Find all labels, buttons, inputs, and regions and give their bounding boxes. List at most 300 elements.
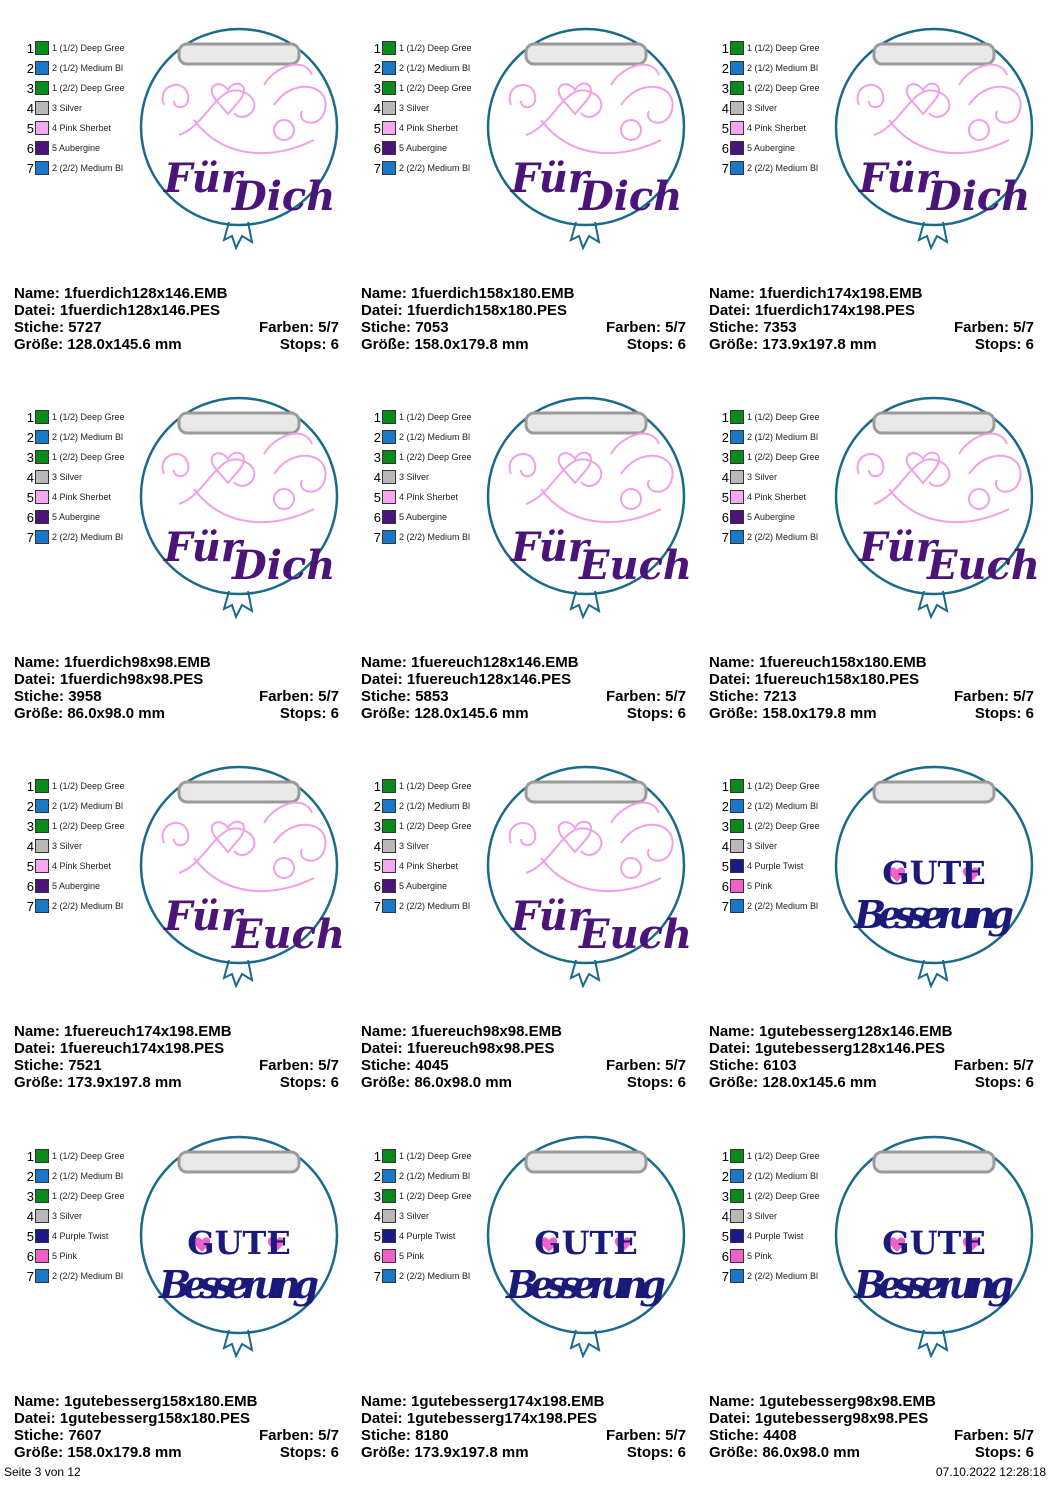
color-name: 1 (2/2) Deep Gree — [52, 821, 125, 831]
color-name: 1 (2/2) Deep Gree — [399, 821, 472, 831]
color-swatch — [730, 1149, 744, 1163]
color-name: 4 Pink Sherbet — [52, 492, 112, 502]
design-preview-area — [124, 748, 354, 988]
color-name: 2 (1/2) Medium Bl — [399, 801, 471, 811]
color-swatch — [730, 61, 744, 75]
color-name: 4 Pink Sherbet — [399, 492, 459, 502]
file-datei: 1fuerdich128x146.PES — [59, 302, 220, 319]
datei-label: Datei: — [709, 1040, 751, 1057]
design-card — [14, 748, 354, 1108]
design-info — [709, 1393, 1034, 1461]
stiche-label: Stiche: — [361, 319, 412, 336]
color-row — [20, 98, 140, 118]
color-name: 5 Aubergine — [52, 881, 101, 891]
print-timestamp: 07.10.2022 12:28:18 — [935, 1465, 1046, 1479]
color-row — [715, 407, 835, 427]
stop-count: 6 — [1025, 705, 1034, 722]
color-row — [20, 407, 140, 427]
stiche-row — [709, 1427, 797, 1444]
color-index: 4 — [721, 1208, 729, 1224]
color-swatch — [382, 430, 396, 444]
design-preview-area — [471, 748, 701, 988]
color-row — [367, 816, 487, 836]
hanging-slot — [526, 1152, 646, 1172]
color-swatch — [730, 161, 744, 175]
file-name: 1fuereuch174x198.EMB — [64, 1023, 232, 1040]
color-row — [367, 896, 487, 916]
name-label: Name: — [709, 654, 755, 671]
stitch-count: 5727 — [68, 319, 102, 336]
color-index: 4 — [373, 100, 381, 116]
datei-label: Datei: — [361, 671, 403, 688]
color-index: 5 — [721, 489, 729, 505]
color-row — [715, 776, 835, 796]
design-card — [709, 1118, 1049, 1478]
hanging-slot — [874, 44, 994, 64]
stitch-count: 8180 — [415, 1427, 449, 1444]
groesse-label: Größe: — [361, 705, 411, 722]
color-row — [367, 1146, 487, 1166]
color-swatch — [35, 1189, 49, 1203]
color-row — [715, 1206, 835, 1226]
name-label: Name: — [709, 285, 755, 302]
stiche-row — [14, 1427, 102, 1444]
groesse-label: Größe: — [361, 1444, 411, 1461]
color-row — [20, 427, 140, 447]
color-swatch — [730, 530, 744, 544]
color-row — [367, 447, 487, 467]
color-name: 3 Silver — [399, 841, 430, 851]
color-index: 3 — [721, 80, 729, 96]
color-index: 7 — [373, 898, 381, 914]
color-name: 2 (2/2) Medium Bl — [747, 163, 819, 173]
color-name: 5 Aubergine — [399, 881, 448, 891]
color-index: 4 — [26, 1208, 34, 1224]
color-index: 4 — [26, 469, 34, 485]
farben-row — [259, 1057, 339, 1074]
color-index: 1 — [721, 778, 729, 794]
stops-label: Stops: — [279, 336, 327, 353]
stitch-count: 7521 — [68, 1057, 102, 1074]
stitch-count: 4408 — [763, 1427, 797, 1444]
groesse-label: Größe: — [361, 336, 411, 353]
color-index: 3 — [721, 1188, 729, 1204]
color-index: 5 — [373, 120, 381, 136]
color-row — [715, 38, 835, 58]
color-row — [20, 1146, 140, 1166]
color-index: 3 — [26, 80, 34, 96]
color-row — [715, 487, 835, 507]
color-name: 4 Purple Twist — [747, 1231, 804, 1241]
color-index: 5 — [373, 489, 381, 505]
color-list — [715, 38, 835, 178]
color-index: 6 — [373, 140, 381, 156]
stops-row — [627, 1074, 686, 1091]
color-swatch — [35, 81, 49, 95]
color-swatch — [730, 450, 744, 464]
color-swatch — [730, 510, 744, 524]
design-preview — [471, 748, 701, 988]
datei-row — [709, 302, 915, 319]
color-row — [715, 1266, 835, 1286]
datei-row — [361, 671, 571, 688]
color-row — [715, 138, 835, 158]
color-list — [367, 38, 487, 178]
color-row — [20, 527, 140, 547]
design-size: 173.9x197.8 mm — [67, 1074, 182, 1091]
datei-row — [361, 1410, 597, 1427]
color-swatch — [730, 819, 744, 833]
stitch-count: 7607 — [68, 1427, 102, 1444]
color-index: 7 — [26, 160, 34, 176]
groesse-row — [14, 336, 182, 353]
color-index: 4 — [373, 838, 381, 854]
stiche-label: Stiche: — [14, 319, 65, 336]
color-swatch — [382, 1229, 396, 1243]
color-swatch — [730, 1229, 744, 1243]
design-size: 86.0x98.0 mm — [414, 1074, 512, 1091]
color-row — [367, 98, 487, 118]
design-preview-area — [124, 1118, 354, 1358]
color-name: 1 (2/2) Deep Gree — [747, 821, 820, 831]
color-row — [367, 467, 487, 487]
color-row — [367, 527, 487, 547]
design-card — [709, 10, 1049, 370]
color-index: 1 — [26, 40, 34, 56]
stiche-label: Stiche: — [709, 1427, 760, 1444]
file-name: 1fuerdich158x180.EMB — [411, 285, 575, 302]
hanging-slot — [179, 1152, 299, 1172]
color-swatch — [382, 1149, 396, 1163]
color-index: 4 — [373, 1208, 381, 1224]
color-row — [20, 1266, 140, 1286]
color-name: 5 Pink — [399, 1251, 425, 1261]
color-row — [20, 38, 140, 58]
color-swatch — [382, 81, 396, 95]
stiche-label: Stiche: — [361, 1057, 412, 1074]
color-swatch — [730, 430, 744, 444]
color-index: 2 — [26, 60, 34, 76]
color-index: 5 — [26, 1228, 34, 1244]
color-swatch — [35, 899, 49, 913]
color-name: 2 (2/2) Medium Bl — [52, 901, 124, 911]
color-row — [20, 58, 140, 78]
design-word-2: Besserung — [506, 1262, 666, 1307]
design-info — [14, 654, 339, 722]
color-swatch — [382, 1269, 396, 1283]
color-count: 5/7 — [1013, 688, 1034, 705]
groesse-row — [709, 1444, 860, 1461]
color-swatch — [35, 799, 49, 813]
color-name: 2 (1/2) Medium Bl — [399, 63, 471, 73]
design-preview — [819, 748, 1049, 988]
datei-row — [709, 671, 919, 688]
design-preview — [819, 10, 1049, 250]
color-index: 7 — [721, 160, 729, 176]
color-swatch — [382, 161, 396, 175]
design-size: 86.0x98.0 mm — [762, 1444, 860, 1461]
page-number: Seite 3 von 12 — [4, 1465, 81, 1479]
stops-row — [975, 1444, 1034, 1461]
name-row — [361, 654, 579, 671]
color-row — [367, 118, 487, 138]
design-preview-area — [819, 10, 1049, 250]
color-index: 6 — [721, 140, 729, 156]
datei-label: Datei: — [361, 302, 403, 319]
color-swatch — [382, 530, 396, 544]
color-list — [20, 407, 140, 547]
stops-row — [975, 1074, 1034, 1091]
color-name: 1 (1/2) Deep Gree — [52, 43, 125, 53]
design-info — [709, 654, 1034, 722]
color-swatch — [35, 859, 49, 873]
farben-row — [259, 319, 339, 336]
stiche-row — [361, 319, 449, 336]
color-row — [20, 467, 140, 487]
design-info — [14, 1393, 339, 1461]
color-name: 2 (1/2) Medium Bl — [52, 801, 124, 811]
design-word-1: GUTE — [882, 854, 986, 892]
color-name: 1 (2/2) Deep Gree — [747, 452, 820, 462]
farben-row — [954, 1057, 1034, 1074]
datei-row — [14, 1410, 250, 1427]
color-name: 1 (2/2) Deep Gree — [399, 1191, 472, 1201]
color-row — [20, 856, 140, 876]
design-card — [361, 10, 701, 370]
design-card — [361, 1118, 701, 1478]
design-word-2: Besserung — [854, 1262, 1014, 1307]
color-name: 3 Silver — [747, 103, 778, 113]
color-count: 5/7 — [1013, 1427, 1034, 1444]
groesse-row — [361, 336, 529, 353]
color-row — [20, 138, 140, 158]
design-preview-area — [819, 379, 1049, 619]
color-index: 7 — [373, 1268, 381, 1284]
color-name: 4 Pink Sherbet — [52, 123, 112, 133]
design-preview — [471, 379, 701, 619]
farben-label: Farben: — [258, 1057, 314, 1074]
stop-count: 6 — [1025, 1444, 1034, 1461]
color-row — [367, 158, 487, 178]
color-index: 4 — [721, 469, 729, 485]
color-swatch — [382, 470, 396, 484]
color-index: 2 — [26, 1168, 34, 1184]
color-name: 1 (1/2) Deep Gree — [747, 412, 820, 422]
color-swatch — [730, 1209, 744, 1223]
design-preview-area — [819, 748, 1049, 988]
color-name: 4 Purple Twist — [399, 1231, 456, 1241]
color-index: 6 — [373, 509, 381, 525]
color-index: 3 — [373, 80, 381, 96]
datei-label: Datei: — [14, 1040, 56, 1057]
color-list — [715, 1146, 835, 1286]
stiche-label: Stiche: — [709, 319, 760, 336]
color-name: 3 Silver — [747, 841, 778, 851]
color-index: 6 — [373, 878, 381, 894]
color-swatch — [35, 41, 49, 55]
color-swatch — [35, 819, 49, 833]
stiche-row — [14, 688, 102, 705]
farben-row — [259, 688, 339, 705]
color-list — [367, 407, 487, 547]
color-name: 3 Silver — [52, 1211, 83, 1221]
design-preview — [471, 1118, 701, 1358]
color-swatch — [382, 1249, 396, 1263]
color-row — [367, 507, 487, 527]
datei-label: Datei: — [709, 1410, 751, 1427]
color-row — [715, 836, 835, 856]
color-row — [20, 1246, 140, 1266]
design-size: 128.0x145.6 mm — [762, 1074, 877, 1091]
color-swatch — [35, 1169, 49, 1183]
design-preview — [819, 1118, 1049, 1358]
color-swatch — [35, 141, 49, 155]
design-word-1: Für — [511, 155, 589, 202]
color-index: 1 — [721, 40, 729, 56]
stops-label: Stops: — [626, 1074, 674, 1091]
stops-label: Stops: — [626, 336, 674, 353]
color-index: 7 — [26, 529, 34, 545]
color-row — [20, 876, 140, 896]
design-preview-area — [471, 1118, 701, 1358]
file-name: 1gutebesserg98x98.EMB — [759, 1393, 936, 1410]
stiche-label: Stiche: — [361, 688, 412, 705]
color-name: 4 Pink Sherbet — [399, 123, 459, 133]
groesse-label: Größe: — [14, 336, 64, 353]
hanging-slot — [179, 413, 299, 433]
color-name: 1 (1/2) Deep Gree — [747, 781, 820, 791]
datei-row — [14, 1040, 224, 1057]
color-swatch — [35, 879, 49, 893]
groesse-label: Größe: — [709, 1074, 759, 1091]
design-size: 128.0x145.6 mm — [414, 705, 529, 722]
color-row — [20, 796, 140, 816]
color-swatch — [730, 470, 744, 484]
color-swatch — [382, 779, 396, 793]
color-name: 2 (2/2) Medium Bl — [52, 1271, 124, 1281]
color-row — [715, 1226, 835, 1246]
farben-label: Farben: — [605, 1057, 661, 1074]
farben-row — [954, 1427, 1034, 1444]
file-name: 1gutebesserg158x180.EMB — [64, 1393, 258, 1410]
design-preview — [124, 379, 354, 619]
design-word-1: Für — [164, 893, 242, 940]
color-swatch — [382, 859, 396, 873]
color-index: 6 — [26, 509, 34, 525]
color-swatch — [35, 1249, 49, 1263]
color-row — [715, 816, 835, 836]
file-name: 1fuereuch98x98.EMB — [411, 1023, 562, 1040]
color-name: 2 (2/2) Medium Bl — [399, 532, 471, 542]
color-name: 3 Silver — [399, 103, 430, 113]
stop-count: 6 — [1025, 336, 1034, 353]
color-swatch — [382, 799, 396, 813]
color-index: 5 — [721, 120, 729, 136]
stops-label: Stops: — [279, 1444, 327, 1461]
stops-row — [280, 705, 339, 722]
color-index: 3 — [721, 818, 729, 834]
stitch-count: 7353 — [763, 319, 797, 336]
farben-label: Farben: — [953, 1057, 1009, 1074]
stop-count: 6 — [330, 1074, 339, 1091]
color-index: 4 — [373, 469, 381, 485]
design-word-1: Für — [859, 524, 937, 571]
color-swatch — [382, 101, 396, 115]
stop-count: 6 — [330, 705, 339, 722]
color-count: 5/7 — [665, 688, 686, 705]
color-index: 6 — [373, 1248, 381, 1264]
design-info — [14, 1023, 339, 1091]
color-name: 2 (2/2) Medium Bl — [52, 163, 124, 173]
stop-count: 6 — [677, 336, 686, 353]
stiche-label: Stiche: — [709, 688, 760, 705]
color-index: 2 — [721, 798, 729, 814]
color-row — [367, 38, 487, 58]
color-name: 3 Silver — [52, 472, 83, 482]
color-swatch — [730, 859, 744, 873]
color-name: 2 (2/2) Medium Bl — [747, 901, 819, 911]
color-index: 4 — [26, 838, 34, 854]
stops-row — [627, 336, 686, 353]
color-swatch — [382, 1209, 396, 1223]
color-index: 5 — [26, 120, 34, 136]
file-datei: 1fuerdich98x98.PES — [59, 671, 204, 688]
color-index: 1 — [26, 409, 34, 425]
color-index: 1 — [721, 409, 729, 425]
color-swatch — [382, 1169, 396, 1183]
color-row — [367, 487, 487, 507]
color-swatch — [382, 450, 396, 464]
design-size: 86.0x98.0 mm — [67, 705, 165, 722]
color-swatch — [35, 161, 49, 175]
color-swatch — [35, 779, 49, 793]
file-datei: 1fuereuch98x98.PES — [406, 1040, 555, 1057]
color-name: 2 (1/2) Medium Bl — [52, 432, 124, 442]
stiche-row — [361, 1057, 449, 1074]
color-row — [20, 1206, 140, 1226]
color-name: 5 Aubergine — [52, 143, 101, 153]
stitch-count: 6103 — [763, 1057, 797, 1074]
color-row — [715, 527, 835, 547]
color-index: 1 — [373, 409, 381, 425]
design-preview — [124, 10, 354, 250]
design-card — [709, 379, 1049, 739]
color-name: 4 Pink Sherbet — [52, 861, 112, 871]
color-name: 2 (2/2) Medium Bl — [747, 1271, 819, 1281]
name-label: Name: — [361, 1393, 407, 1410]
color-row — [367, 856, 487, 876]
color-swatch — [382, 819, 396, 833]
color-name: 1 (2/2) Deep Gree — [747, 1191, 820, 1201]
color-index: 2 — [373, 429, 381, 445]
design-info — [361, 654, 686, 722]
farben-label: Farben: — [605, 1427, 661, 1444]
color-swatch — [35, 839, 49, 853]
design-size: 158.0x179.8 mm — [414, 336, 529, 353]
color-index: 6 — [26, 140, 34, 156]
color-name: 4 Pink Sherbet — [747, 492, 807, 502]
color-name: 4 Purple Twist — [52, 1231, 109, 1241]
datei-label: Datei: — [14, 302, 56, 319]
color-index: 1 — [373, 40, 381, 56]
file-datei: 1fuerdich158x180.PES — [406, 302, 567, 319]
color-list — [367, 1146, 487, 1286]
file-datei: 1gutebesserg174x198.PES — [406, 1410, 597, 1427]
file-name: 1fuereuch158x180.EMB — [759, 654, 927, 671]
design-word-2: Dich — [579, 173, 683, 220]
stops-label: Stops: — [626, 1444, 674, 1461]
design-info — [361, 1393, 686, 1461]
